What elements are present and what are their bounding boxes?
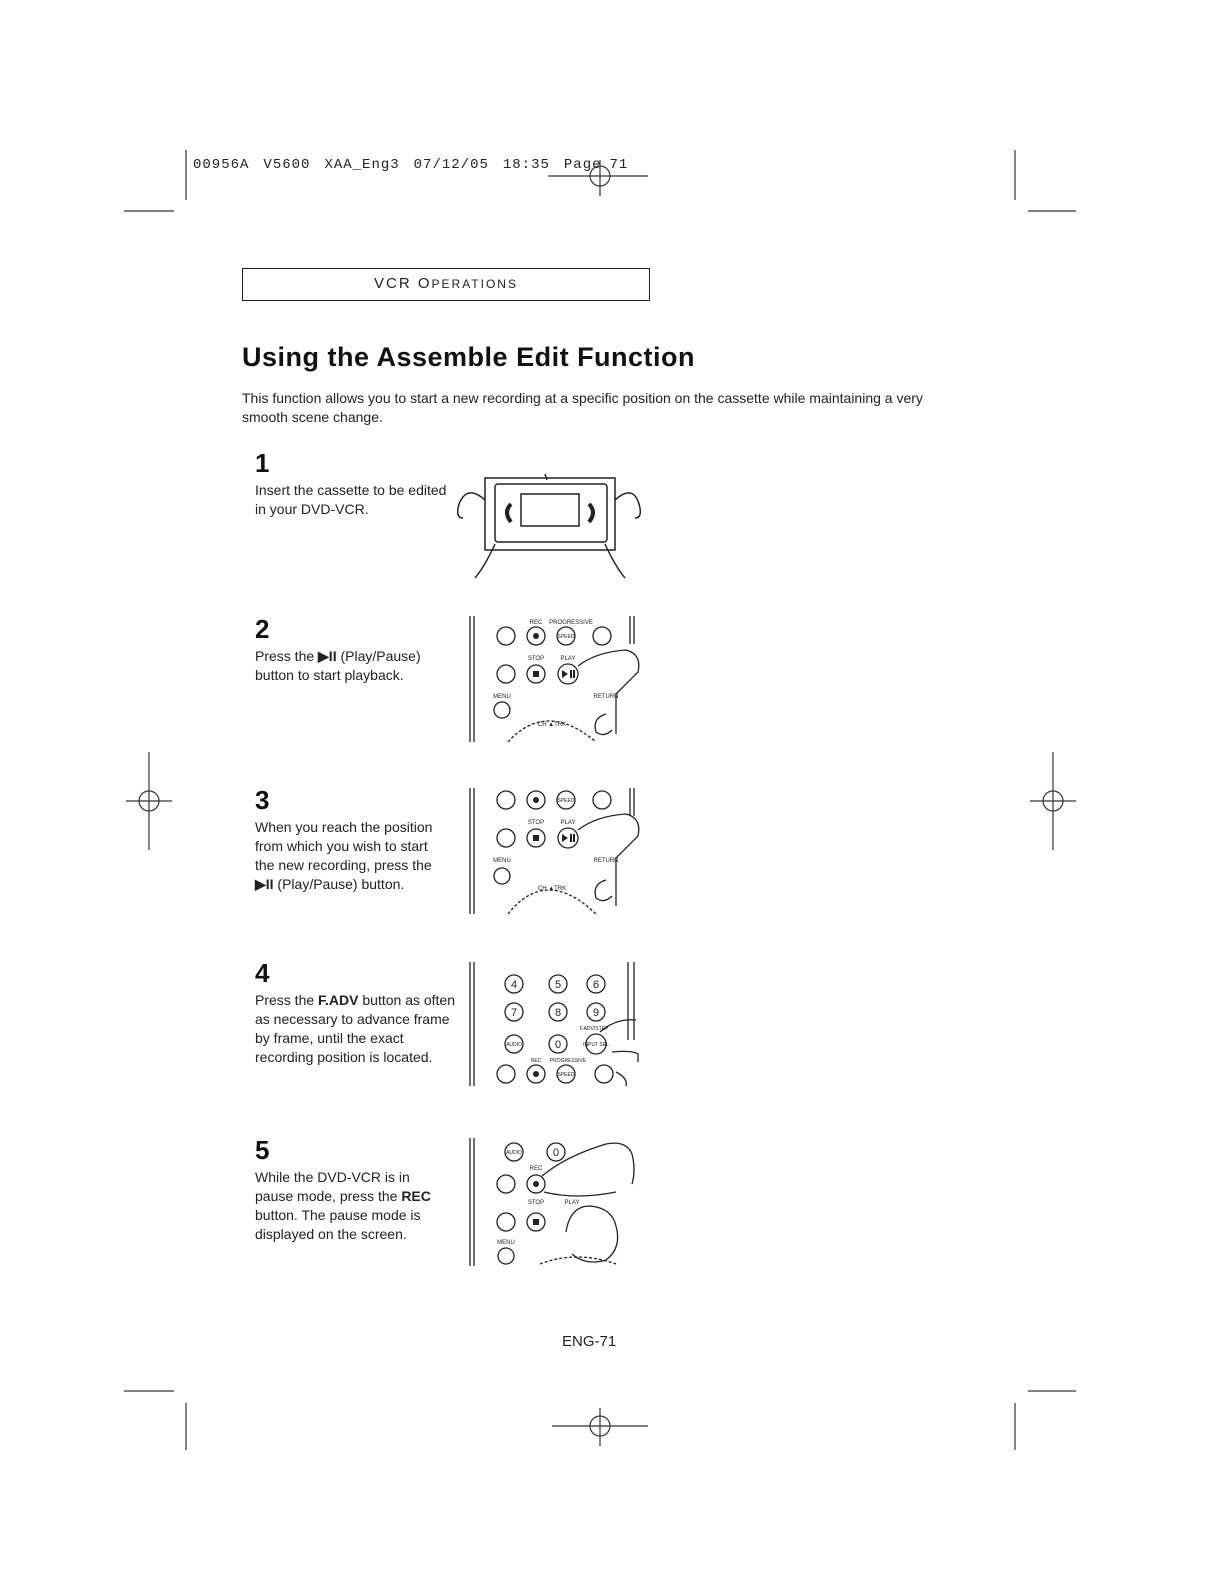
step-2	[255, 614, 445, 685]
svg-text:STOP: STOP	[527, 820, 545, 826]
finger-icon	[578, 650, 639, 734]
svg-text:0: 0	[554, 1039, 562, 1051]
print-code: 00956A	[193, 157, 250, 173]
dvd-vcr-slot	[485, 478, 615, 550]
hand-icon	[566, 1206, 618, 1262]
svg-text:7: 7	[510, 1007, 518, 1019]
menu-button	[494, 702, 510, 718]
svg-text:RETURN: RETURN	[593, 858, 619, 864]
svg-text:REC: REC	[529, 620, 543, 626]
menu-button	[498, 1248, 514, 1264]
step-text: Press the ▶II (Play/Pause) button to start playback.	[255, 648, 421, 683]
print-file: XAA_Eng3	[324, 157, 400, 173]
page-number: ENG-71	[562, 1333, 617, 1350]
play-pause-symbol: ▶II	[255, 876, 274, 892]
rewind-button	[497, 829, 515, 847]
step-3	[255, 785, 445, 894]
skip-forward-button	[593, 791, 611, 809]
skip-back-button	[497, 1065, 515, 1083]
rewind-button	[497, 1213, 515, 1231]
svg-text:AUDIO: AUDIO	[506, 1042, 522, 1048]
svg-text:AUDIO: AUDIO	[506, 1150, 522, 1156]
svg-text:PLAY: PLAY	[560, 820, 576, 826]
svg-text:F.ADV/STEP: F.ADV/STEP	[579, 1026, 609, 1032]
svg-text:PROGRESSIVE: PROGRESSIVE	[549, 620, 593, 626]
step-text: Insert the cassette to be edited in your DVD-VCR.	[255, 482, 447, 517]
svg-text:CH ▲TRK: CH ▲TRK	[537, 886, 567, 892]
step-number: 3	[255, 785, 270, 815]
svg-text:PROGRESSIVE: PROGRESSIVE	[549, 1058, 587, 1064]
svg-text:CH ▲TRK: CH ▲TRK	[537, 722, 567, 728]
rec-label: REC	[401, 1188, 431, 1204]
step-number: 4	[255, 958, 270, 988]
print-page-label: Page	[563, 157, 602, 173]
skip-back-button	[497, 1175, 515, 1193]
remote-play-illustration-2	[466, 786, 646, 916]
svg-text:STOP: STOP	[527, 656, 545, 662]
print-date: 07/12/05	[413, 157, 489, 173]
hand-left-icon	[458, 493, 485, 518]
section-title: VCR OPERATIONS	[374, 275, 518, 292]
skip-forward-button	[595, 1065, 613, 1083]
svg-text:9: 9	[592, 1007, 600, 1019]
svg-text:SPEED: SPEED	[557, 634, 575, 640]
svg-text:6: 6	[592, 979, 600, 991]
remote-fadv-illustration	[466, 960, 646, 1088]
remote-play-illustration	[466, 614, 646, 744]
menu-button	[494, 868, 510, 884]
page-title: Using the Assemble Edit Function	[242, 342, 696, 372]
svg-text:MENU: MENU	[493, 858, 511, 864]
step-number: 1	[255, 448, 270, 478]
svg-text:SPEED: SPEED	[557, 798, 575, 804]
svg-text:4: 4	[510, 979, 518, 991]
step-text: While the DVD-VCR is in pause mode, press the REC button. The pause mode is displayed on the screen.	[255, 1169, 431, 1242]
section-header	[242, 268, 650, 301]
print-page-number: 71	[609, 157, 629, 173]
step-number: 5	[255, 1135, 270, 1165]
svg-text:8: 8	[554, 1007, 562, 1019]
print-time: 18:35	[502, 157, 550, 173]
skip-back-button	[497, 627, 515, 645]
cassette-icon	[495, 484, 607, 542]
svg-text:PLAY: PLAY	[560, 656, 576, 662]
svg-text:INPUT SEL: INPUT SEL	[583, 1042, 609, 1048]
svg-text:0: 0	[552, 1147, 560, 1159]
step-text: Press the F.ADV button as often as necessary to advance frame by frame, until the exact recording position is located.	[255, 992, 456, 1065]
svg-text:MENU: MENU	[493, 694, 511, 700]
fadv-label: F.ADV	[318, 992, 359, 1008]
step-5	[255, 1135, 445, 1244]
svg-text:REC: REC	[529, 1166, 543, 1172]
hand-right-icon	[615, 493, 640, 518]
remote-rec-illustration	[466, 1136, 646, 1268]
step-number: 2	[255, 614, 270, 644]
skip-forward-button	[593, 627, 611, 645]
skip-back-button	[497, 791, 515, 809]
step-1	[255, 448, 460, 519]
svg-text:SPEED: SPEED	[557, 1072, 575, 1078]
rewind-button	[497, 665, 515, 683]
svg-text:RETURN: RETURN	[593, 694, 619, 700]
svg-text:MENU: MENU	[497, 1240, 515, 1246]
play-pause-symbol: ▶II	[318, 648, 337, 664]
intro-paragraph: This function allows you to start a new recording at a specific position on the cassette while maintaining a very smooth scene change.	[242, 390, 923, 425]
print-model: V5600	[263, 157, 311, 173]
svg-text:PLAY: PLAY	[564, 1200, 580, 1206]
step-4	[255, 958, 460, 1067]
cassette-insert-illustration	[455, 470, 655, 582]
step-text: When you reach the position from which you wish to start the new recording, press the ▶II (Play/Pause) button.	[255, 819, 433, 892]
nav-ring	[508, 890, 596, 914]
cassette-window	[521, 494, 579, 526]
svg-text:REC: REC	[530, 1058, 542, 1064]
svg-text:STOP: STOP	[527, 1200, 545, 1206]
svg-text:5: 5	[554, 979, 562, 991]
